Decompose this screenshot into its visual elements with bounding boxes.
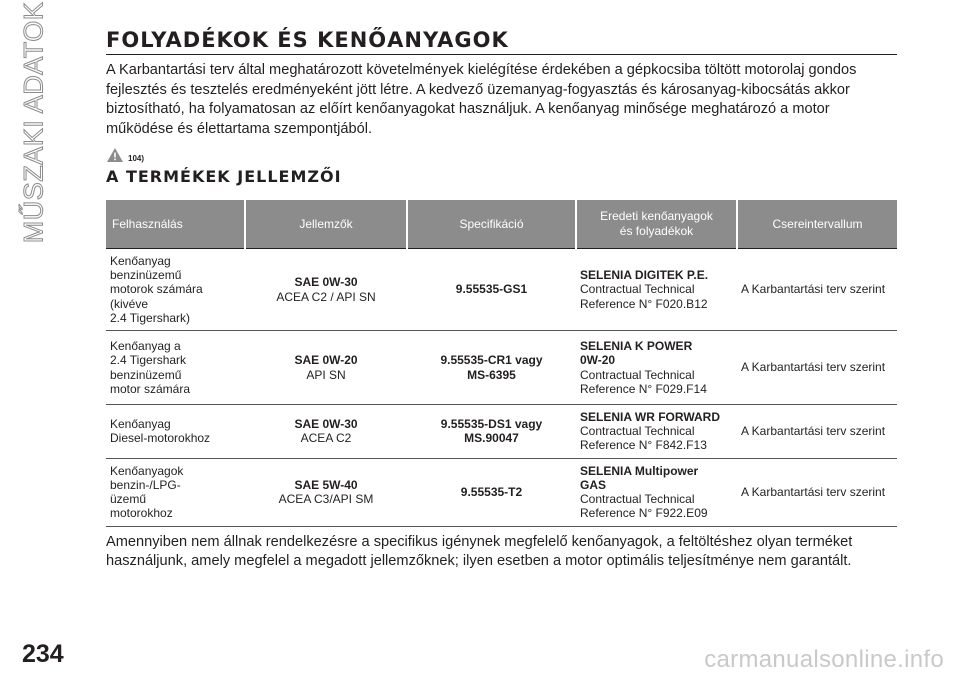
- use-line: Kenőanyag a: [110, 339, 181, 354]
- use-line: Kenőanyag: [110, 417, 171, 432]
- header-interval: Csereintervallum: [737, 200, 897, 249]
- viscosity-grade: SAE 5W-40: [294, 477, 358, 492]
- use-line: motor számára: [110, 381, 191, 396]
- cell-interval: A Karbantartási terv szerint: [737, 249, 897, 331]
- standard-class: ACEA C2 / API SN: [276, 289, 376, 304]
- ref-line: Reference N° F029.F14: [580, 381, 707, 396]
- table-row: [106, 249, 897, 331]
- use-line: benzinüzemű: [110, 367, 182, 382]
- product-line: SELENIA WR FORWARD: [580, 410, 720, 425]
- use-line: Kenőanyag: [110, 254, 171, 268]
- ref-line: Reference N° F020.B12: [580, 296, 708, 311]
- header-original-lubricants: [576, 200, 737, 249]
- spec-line: 9.55535-DS1 vagy: [440, 417, 543, 432]
- header-original-line1: Eredeti kenőanyagok: [600, 209, 713, 223]
- spec-line: 9.55535-CR1 vagy: [440, 353, 543, 368]
- standard-class: ACEA C2: [300, 431, 352, 446]
- use-line: 2.4 Tigershark: [110, 353, 187, 368]
- cell-characteristics: [245, 331, 407, 405]
- viscosity-grade: SAE 0W-30: [294, 417, 358, 432]
- standard-class: ACEA C3/API SM: [278, 492, 374, 507]
- cell-use: [106, 405, 245, 459]
- header-characteristics: Jellemzők: [245, 200, 407, 249]
- cell-interval: A Karbantartási terv szerint: [737, 458, 897, 526]
- use-line: benzinüzemű: [110, 268, 182, 283]
- use-line: Kenőanyagok: [110, 463, 184, 478]
- cell-original-product: [576, 458, 737, 526]
- cell-use: [106, 458, 245, 526]
- cell-characteristics: [245, 458, 407, 526]
- ref-line: Contractual Technical: [580, 282, 695, 297]
- cell-original-product: [576, 249, 737, 331]
- page-title: FOLYADÉKOK ÉS KENŐANYAGOK: [106, 28, 897, 55]
- cell-use: [106, 331, 245, 405]
- standard-class: API SN: [306, 367, 346, 382]
- viscosity-grade: SAE 0W-20: [294, 353, 358, 368]
- ref-line: Reference N° F922.E09: [580, 506, 708, 521]
- spec-line: 9.55535-GS1: [455, 282, 528, 297]
- warning-reference: [106, 145, 897, 163]
- product-line: 0W-20: [580, 353, 616, 368]
- spec-line: MS-6395: [467, 367, 516, 382]
- footer-paragraph: Amennyiben nem állnak rendelkezésre a specifikus igénynek megfelelő kenőanyagok, a feltöltéshez olyan terméket használjunk, amely megfelel a megadott jellemzőknek; ilyen esetben a motor optimális teljesítménye nem garantált.: [106, 533, 853, 570]
- watermark: carmanualsonline.info: [704, 646, 944, 673]
- use-line: motorokhoz: [110, 506, 173, 521]
- intro-paragraph: A Karbantartási terv által meghatározott követelmények kielégítése érdekében a gépkocsiba töltött motorolaj gondos fejlesztés és tesztelés eredményeként jött létre. A kedvező üzemanyag-fogyasztás és károsanyag-kibocsátás akkor biztosítható, ha folyamatosan az előírt kenőanyagokat használjuk. A kenőanyag minősége meghatározó a motor működése és élettartama szempontjából.: [106, 62, 857, 137]
- warning-reference-number: 104): [128, 154, 145, 163]
- product-line: SELENIA K POWER: [580, 339, 693, 354]
- cell-specification: [407, 458, 576, 526]
- product-line: GAS: [580, 477, 607, 492]
- viscosity-grade: SAE 0W-30: [294, 275, 358, 290]
- use-line: 2.4 Tigershark): [110, 310, 191, 325]
- table-row: [106, 331, 897, 405]
- lubricant-table: [106, 200, 897, 527]
- header-specification: Specifikáció: [407, 200, 576, 249]
- page-number: 234: [22, 640, 64, 668]
- section-side-label: [14, 1, 54, 243]
- cell-characteristics: [245, 405, 407, 459]
- section-subtitle: A TERMÉKEK JELLEMZŐI: [106, 167, 342, 186]
- header-original-line2: és folyadékok: [619, 224, 694, 238]
- ref-line: Contractual Technical: [580, 367, 695, 382]
- page-content: [106, 28, 897, 572]
- cell-original-product: [576, 405, 737, 459]
- ref-line: Contractual Technical: [580, 492, 695, 507]
- warning-triangle-icon: [106, 147, 124, 163]
- cell-specification: [407, 405, 576, 459]
- header-use: Felhasználás: [106, 200, 245, 249]
- table-row: [106, 458, 897, 526]
- product-line: SELENIA Multipower: [580, 463, 699, 478]
- cell-original-product: [576, 331, 737, 405]
- cell-use: [106, 249, 245, 331]
- table-body: [106, 249, 897, 527]
- ref-line: Contractual Technical: [580, 424, 695, 439]
- cell-specification: [407, 249, 576, 331]
- table-row: [106, 405, 897, 459]
- use-line: üzemű: [110, 492, 147, 507]
- ref-line: Reference N° F842.F13: [580, 438, 707, 453]
- product-line: SELENIA DIGITEK P.E.: [580, 268, 709, 283]
- cell-interval: A Karbantartási terv szerint: [737, 331, 897, 405]
- use-line: (kivéve: [110, 296, 149, 311]
- table-header-row: [106, 200, 897, 249]
- use-line: Diesel-motorokhoz: [110, 431, 211, 446]
- section-side-label-text: MŰSZAKI ADATOK: [18, 1, 49, 243]
- use-line: benzin-/LPG-: [110, 477, 181, 492]
- spec-line: MS.90047: [464, 431, 519, 446]
- spec-line: 9.55535-T2: [460, 485, 523, 500]
- cell-characteristics: [245, 249, 407, 331]
- cell-interval: A Karbantartási terv szerint: [737, 405, 897, 459]
- cell-specification: [407, 331, 576, 405]
- use-line: motorok számára: [110, 282, 203, 297]
